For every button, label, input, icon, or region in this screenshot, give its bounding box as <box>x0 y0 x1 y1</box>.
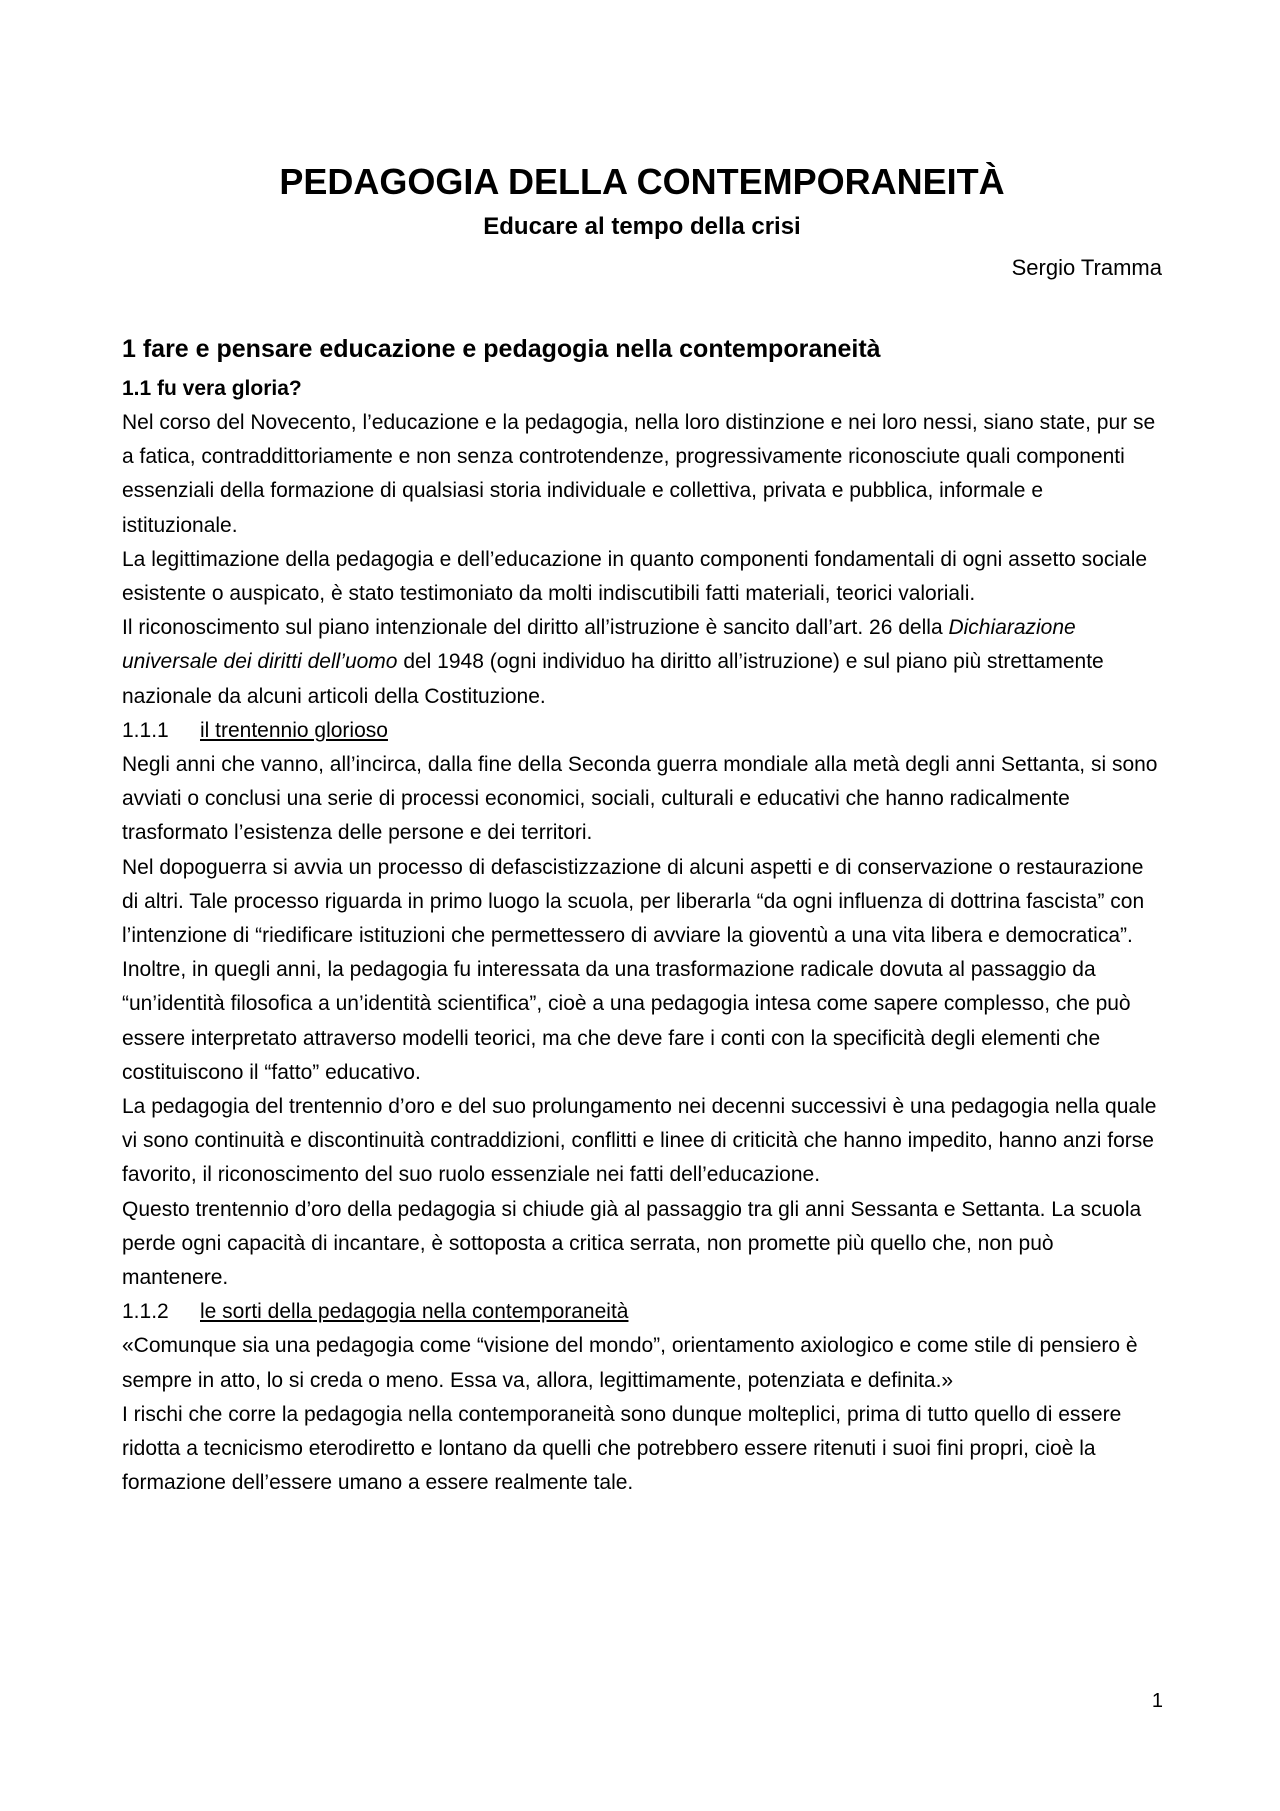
paragraph-text: Il riconoscimento sul piano intenzionale del diritto all’istruzione è sancito dall’art. 26 della <box>122 616 949 640</box>
document-author: Sergio Tramma <box>1011 255 1162 280</box>
paragraph: Questo trentennio d’oro della pedagogia si chiude già al passaggio tra gli anni Sessanta e Settanta. La scuola perde ogni capacità di incantare, è sottoposta a critica serrata, non promette più quello che, non può mantenere. <box>122 1197 1142 1290</box>
document-title: PEDAGOGIA DELLA CONTEMPORANEITÀ <box>279 161 1005 202</box>
quote-paragraph: «Comunque sia una pedagogia come “visione del mondo”, orientamento axiologico e come stile di pensiero è sempre in atto, lo si creda o meno. Essa va, allora, legittimamente, potenziata e definita.» <box>122 1334 1138 1392</box>
paragraph: Nel dopoguerra si avvia un processo di defascistizzazione di alcuni aspetti e di conservazione o restaurazione di altri. Tale processo riguarda in primo luogo la scuola, per liberarla “da ogni influenza di dottrina fascista” con l’intenzione di “riedificare istituzioni che permettessero di avviare la gioventù a una vita libera e democratica”. <box>122 855 1145 948</box>
subsection-title: le sorti della pedagogia nella contemporaneità <box>200 1300 629 1324</box>
paragraph-text: del 1948 (ogni individuo ha diritto all’istruzione) e sul piano più strettamente nazionale da alcuni articoli della Costituzione. <box>122 650 1104 708</box>
italic-title: Dichiarazione universale dei diritti dell’uomo <box>122 616 1076 674</box>
paragraph: Inoltre, in quegli anni, la pedagogia fu interessata da una trasformazione radicale dovuta al passaggio da “un’identità filosofica a un’identità scientifica”, cioè a una pedagogia intesa come sapere complesso, che può essere interpretato attraverso modelli teorici, ma che deve fare i conti con la specificità degli elementi che costituiscono il “fatto” educativo. <box>122 958 1131 1084</box>
subsection-heading <box>122 714 1162 748</box>
page-number: 1 <box>1151 1690 1163 1712</box>
section-heading: 1.1 fu vera gloria? <box>122 377 302 400</box>
document-page <box>122 150 1162 1501</box>
paragraph: La legittimazione della pedagogia e dell’educazione in quanto componenti fondamentali di ogni assetto sociale esistente o auspicato, è stato testimoniato da molti indiscutibili fatti materiali, teorici valoriali. <box>122 547 1148 606</box>
paragraph: I rischi che corre la pedagogia nella contemporaneità sono dunque molteplici, prima di tutto quello di essere ridotta a tecnicismo eterodiretto e lontano da quelli che potrebbero essere ritenuti i suoi fini propri, cioè la formazione dell’essere umano a essere realmente tale. <box>122 1402 1122 1495</box>
paragraph <box>122 611 1162 714</box>
subsection-heading <box>122 1295 1162 1329</box>
paragraph: La pedagogia del trentennio d’oro e del suo prolungamento nei decenni successivi è una pedagogia nella quale vi sono continuità e discontinuità contraddizioni, conflitti e linee di criticità che hanno impedito, hanno anzi forse favorito, il riconoscimento del suo ruolo essenziale nei fatti dell’educazione. <box>122 1095 1157 1187</box>
subsection-number: 1.1.2 <box>122 1300 169 1324</box>
paragraph: Nel corso del Novecento, l’educazione e la pedagogia, nella loro distinzione e nei loro nessi, siano state, pur se a fatica, contraddittoriamente e non senza controtendenze, progressivamente riconosciute quali componenti essenziali della formazione di qualsiasi storia individuale e collettiva, privata e pubblica, informale e istituzionale. <box>122 411 1156 537</box>
subsection-title: il trentennio glorioso <box>200 718 388 742</box>
subsection-number: 1.1.1 <box>122 718 169 742</box>
document-subtitle: Educare al tempo della crisi <box>483 213 801 240</box>
chapter-heading: 1 fare e pensare educazione e pedagogia nella contemporaneità <box>122 335 881 363</box>
paragraph: Negli anni che vanno, all’incirca, dalla fine della Seconda guerra mondiale alla metà degli anni Settanta, si sono avviati o conclusi una serie di processi economici, sociali, culturali e educativi che hanno radicalmente trasformato l’esistenza delle persone e dei territori. <box>122 753 1158 845</box>
